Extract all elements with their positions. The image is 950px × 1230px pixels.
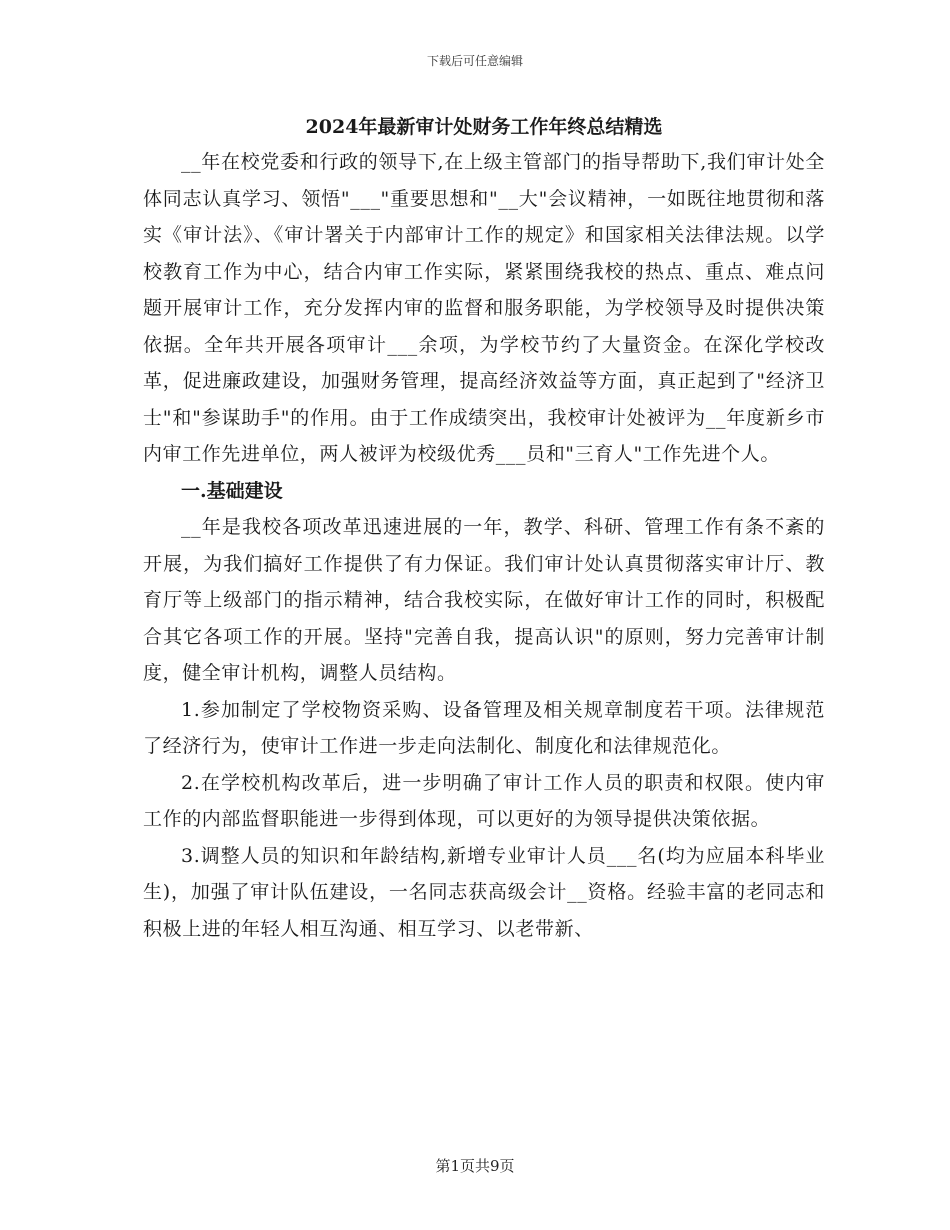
intro-paragraph: __年在校党委和行政的领导下,在上级主管部门的指导帮助下,我们审计处全体同志认真学习、领悟"___"重要思想和"__大"会议精神，一如既往地贯彻和落实《审计法》、《审计署关于内部审计工作的规定》和国家相关法律法规。以学校教育工作为中心，结合内审工作实际，紧紧围绕我校的热点、重点、难点问题开展审计工作，充分发挥内审的监督和服务职能，为学校领导及时提供决策依据。全年共开展各项审计___余项，为学校节约了大量资金。在深化学校改革，促进廉政建设，加强财务管理，提高经济效益等方面，真正起到了"经济卫士"和"参谋助手"的作用。由于工作成绩突出，我校审计处被评为__年度新乡市内审工作先进单位，两人被评为校级优秀___员和"三育人"工作先进个人。 — [143, 151, 825, 465]
document-title: 2024年最新审计处财务工作年终总结精选 — [305, 116, 663, 138]
section-heading: 一.基础建设 — [181, 479, 283, 502]
list-item-1: 1.参加制定了学校物资采购、设备管理及相关规章制度若干项。法律规范了经济行为，使审计工作进一步走向法制化、制度化和法律规范化。 — [143, 698, 825, 757]
list-item-3: 3.调整人员的知识和年龄结构,新增专业审计人员___名(均为应届本科毕业生)，加强了审计队伍建设，一名同志获高级会计__资格。经验丰富的老同志和积极上进的年轻人相互沟通、相互学习、以老带新、 — [143, 844, 825, 940]
list-item-2: 2.在学校机构改革后，进一步明确了审计工作人员的职责和权限。使内审工作的内部监督职能进一步得到体现，可以更好的为领导提供决策依据。 — [143, 771, 825, 830]
document-body — [143, 110, 825, 947]
header-note: 下载后可任意编辑 — [426, 54, 523, 68]
section-paragraph: __年是我校各项改革迅速进展的一年，教学、科研、管理工作有条不紊的开展，为我们搞好工作提供了有力保证。我们审计处认真贯彻落实审计厅、教育厅等上级部门的指示精神，结合我校实际，在做好审计工作的同时，积极配合其它各项工作的开展。坚持"完善自我，提高认识"的原则，努力完善审计制度，健全审计机构，调整人员结构。 — [143, 516, 825, 684]
page-footer: 第1页共9页 — [435, 1157, 515, 1175]
